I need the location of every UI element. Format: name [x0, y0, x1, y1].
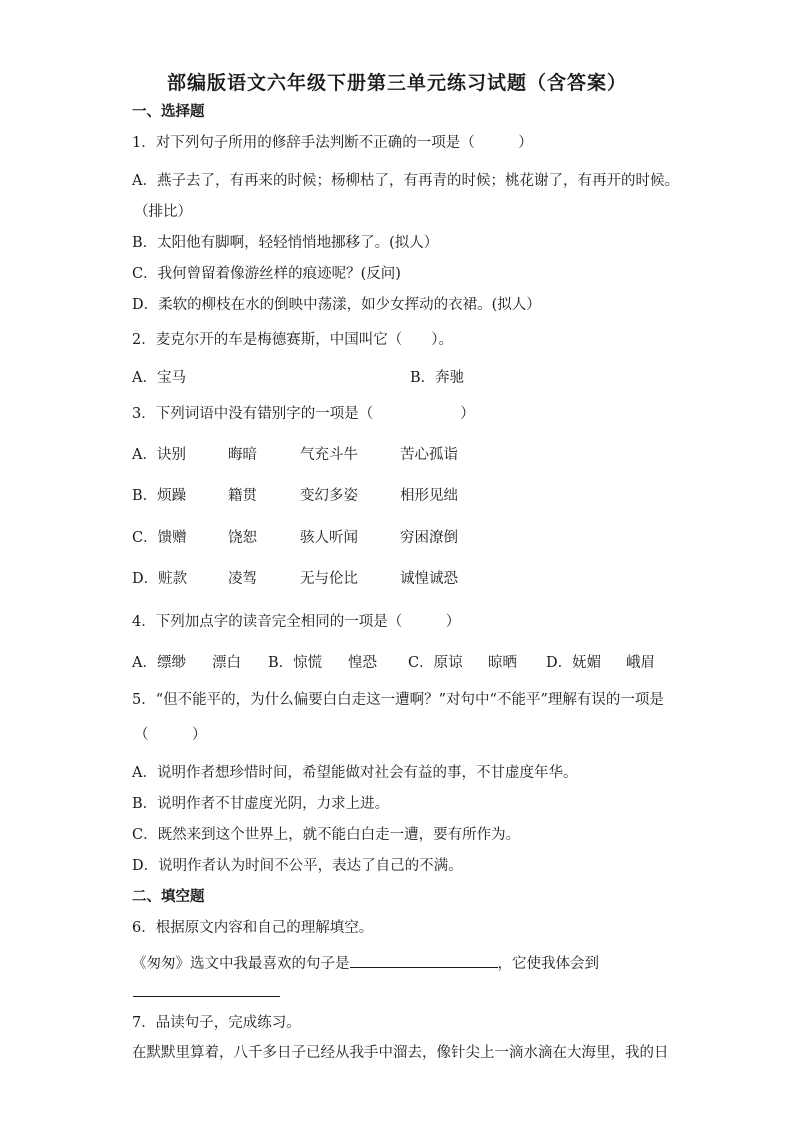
- question-4-option-a-1: A．缥缈: [132, 655, 186, 671]
- question-6-text-before: 《匆匆》选文中我最喜欢的句子是: [132, 956, 350, 972]
- question-3-b-word-1: B．烦躁: [132, 488, 187, 504]
- question-1-option-d: D．柔软的柳枝在水的倒映中荡漾，如少女挥动的衣裙。(拟人）: [132, 297, 541, 313]
- question-4-option-c-2: 晾晒: [488, 655, 517, 671]
- question-6-stem: 6．根据原文内容和自己的理解填空。: [132, 920, 374, 936]
- question-1-option-a-cont: （排比）: [134, 204, 192, 220]
- section-heading-choice: 一、选择题: [132, 104, 205, 120]
- question-1-option-a: A．燕子去了，有再来的时候；杨柳枯了，有再青的时候；桃花谢了，有再开的时候。: [132, 173, 679, 189]
- question-5-stem: 5．“但不能平的，为什么偏要白白走这一遭啊？”对句中“不能平”理解有误的一项是: [132, 692, 664, 708]
- question-3-b-word-4: 相形见绌: [400, 488, 458, 504]
- question-1-option-c: C．我何曾留着像游丝样的痕迹呢？(反问): [132, 266, 401, 282]
- question-3-c-word-1: C．馈赠: [132, 530, 187, 546]
- question-5-option-d: D．说明作者认为时间不公平，表达了自己的不满。: [132, 858, 463, 874]
- question-2-stem: 2．麦克尔开的车是梅德赛斯，中国叫它（ ）。: [132, 332, 453, 348]
- question-7-stem: 7．品读句子，完成练习。: [132, 1015, 301, 1031]
- question-7-passage: 在默默里算着，八千多日子已经从我手中溜去，像针尖上一滴水滴在大海里，我的日: [132, 1045, 669, 1061]
- question-6-text-after: ，它使我体会到: [497, 956, 599, 972]
- section-heading-fill: 二、填空题: [132, 889, 205, 905]
- question-5-paren: （ ）: [134, 727, 207, 743]
- question-3-d-word-2: 凌驾: [228, 571, 257, 587]
- question-2-option-b: B．奔驰: [410, 370, 465, 386]
- question-3-c-word-2: 饶恕: [228, 530, 257, 546]
- question-3-b-word-3: 变幻多姿: [300, 488, 358, 504]
- question-1-option-b: B．太阳他有脚啊，轻轻悄悄地挪移了。(拟人）: [132, 235, 439, 251]
- question-4-option-d-1: D．妩媚: [546, 655, 602, 671]
- question-6-answer-blank[interactable]: [350, 952, 498, 968]
- question-3-stem: 3．下列词语中没有错别字的一项是（ ）: [132, 406, 475, 422]
- question-6-line: [132, 952, 599, 974]
- question-3-d-word-1: D．赃款: [132, 571, 188, 587]
- question-4-option-b-2: 惶恐: [348, 655, 377, 671]
- question-3-a-word-2: 晦暗: [228, 447, 257, 463]
- page-title: 部编版语文六年级下册第三单元练习试题（含答案）: [166, 72, 627, 94]
- question-3-a-word-4: 苦心孤诣: [400, 447, 458, 463]
- question-5-option-c: C．既然来到这个世界上，就不能白白走一遭，要有所作为。: [132, 827, 521, 843]
- question-4-option-d-2: 峨眉: [626, 655, 655, 671]
- question-3-a-word-1: A．诀别: [132, 447, 186, 463]
- question-3-c-word-3: 骇人听闻: [300, 530, 358, 546]
- question-4-stem: 4．下列加点字的读音完全相同的一项是（ ）: [132, 614, 461, 630]
- question-5-option-a: A．说明作者想珍惜时间，希望能做对社会有益的事，不甘虚度年华。: [132, 765, 578, 781]
- question-1-stem: 1．对下列句子所用的修辞手法判断不正确的一项是（ ）: [132, 135, 533, 151]
- question-3-c-word-4: 穷困潦倒: [400, 530, 458, 546]
- question-5-option-b: B．说明作者不甘虚度光阴，力求上进。: [132, 796, 390, 812]
- question-4-option-a-2: 漂白: [212, 655, 241, 671]
- question-6-answer-line[interactable]: [133, 996, 280, 997]
- question-3-b-word-2: 籍贯: [228, 488, 257, 504]
- question-2-option-a: A．宝马: [132, 370, 186, 386]
- question-3-d-word-4: 诚惶诚恐: [400, 571, 458, 587]
- question-4-option-c-1: C．原谅: [408, 655, 463, 671]
- question-3-a-word-3: 气充斗牛: [300, 447, 358, 463]
- question-4-option-b-1: B．惊慌: [268, 655, 323, 671]
- question-3-d-word-3: 无与伦比: [300, 571, 358, 587]
